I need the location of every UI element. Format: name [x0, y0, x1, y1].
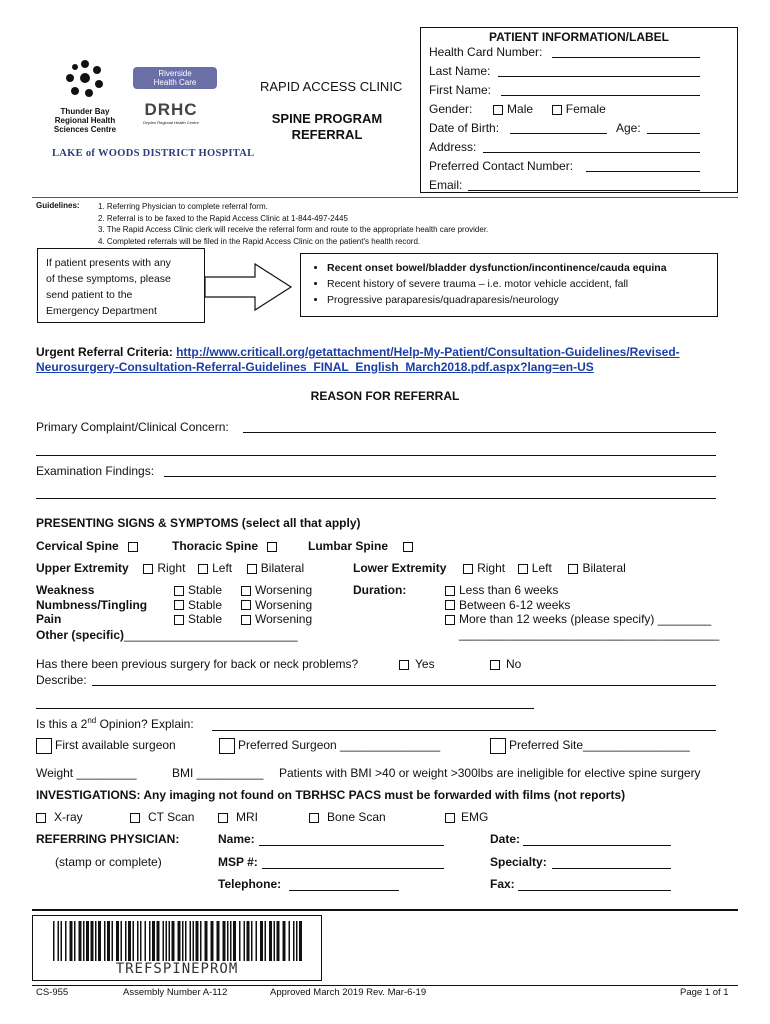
barcode-bar: [239, 921, 241, 961]
surgery-no-checkbox[interactable]: [490, 660, 500, 670]
primary-complaint-field-2[interactable]: [36, 455, 716, 456]
barcode-bar: [196, 921, 199, 961]
address-row: Address:: [429, 140, 477, 154]
symptom-worsening-column: Worsening Worsening Worsening: [241, 583, 312, 627]
barcode-bar: [163, 921, 165, 961]
barcode-bar: [149, 921, 151, 961]
barcode-bar: [86, 921, 89, 961]
ct-checkbox[interactable]: [130, 813, 140, 823]
contact-row: Preferred Contact Number:: [429, 159, 574, 173]
bone-scan-option: Bone Scan: [309, 810, 386, 824]
patient-info-box: [420, 27, 738, 193]
referring-physician-label: REFERRING PHYSICIAN:: [36, 832, 180, 846]
barcode-bar: [116, 921, 119, 961]
barcode-bar: [283, 921, 286, 961]
duration-6-12-checkbox[interactable]: [445, 600, 455, 610]
thunder-bay-name: Thunder Bay Regional Health Sciences Centre: [53, 107, 117, 134]
numbness-worsening-checkbox[interactable]: [241, 600, 251, 610]
first-available-option: First available surgeon: [36, 738, 176, 754]
preferred-site-checkbox[interactable]: [490, 738, 506, 754]
numbness-stable-checkbox[interactable]: [174, 600, 184, 610]
describe-field-2[interactable]: [36, 708, 534, 709]
duration-under-6-checkbox[interactable]: [445, 586, 455, 596]
ct-option: CT Scan: [130, 810, 194, 824]
preferred-surgeon-checkbox[interactable]: [219, 738, 235, 754]
footer-rule: [32, 985, 738, 986]
barcode-bar: [299, 921, 302, 961]
barcode-bar: [133, 921, 135, 961]
spine-row: Cervical Spine: [36, 539, 142, 553]
upper-right-checkbox[interactable]: [143, 564, 153, 574]
email-row: Email:: [429, 178, 463, 192]
primary-complaint-label: Primary Complaint/Clinical Concern:: [36, 420, 229, 434]
barcode-bar: [91, 921, 94, 961]
riverside-logo: Riverside Health Care: [133, 67, 217, 89]
page-title: SPINE PROGRAM REFERRAL: [271, 111, 383, 142]
approval-date: Approved March 2019 Rev. Mar-6-19: [270, 987, 427, 998]
barcode-bar: [65, 921, 67, 961]
form-number: CS-955: [36, 987, 69, 998]
guidelines-list: [98, 201, 488, 247]
barcode-bar: [223, 921, 226, 961]
surgery-yes: Yes: [399, 657, 435, 671]
guideline-item: 3. The Rapid Access Clinic clerk will receive the referral form and route to the appropriate health care provider.: [98, 225, 489, 234]
patient-info-title: PATIENT INFORMATION/LABEL: [489, 30, 669, 44]
bone-scan-checkbox[interactable]: [309, 813, 319, 823]
upper-bilateral-checkbox[interactable]: [247, 564, 257, 574]
date-field[interactable]: [523, 845, 671, 846]
weakness-stable-checkbox[interactable]: [174, 586, 184, 596]
emergency-symptoms-box: [300, 253, 718, 317]
preferred-site-option: Preferred Site________________: [490, 738, 690, 754]
first-available-checkbox[interactable]: [36, 738, 52, 754]
female-checkbox[interactable]: [552, 105, 562, 115]
age-label: Age:: [616, 121, 641, 135]
primary-complaint-field[interactable]: [243, 432, 716, 433]
barcode-bar: [233, 921, 236, 961]
barcode-bar: [79, 921, 82, 961]
reason-heading: REASON FOR REFERRAL: [310, 389, 460, 403]
barcode-bar: [265, 921, 267, 961]
barcode-bar: [193, 921, 195, 961]
barcode-bar: [157, 921, 160, 961]
barcode-bar: [247, 921, 250, 961]
barcode-bar: [277, 921, 280, 961]
barcode-bar: [205, 921, 208, 961]
barcode-bar: [293, 921, 295, 961]
fax-field[interactable]: [518, 890, 671, 891]
thoracic-checkbox[interactable]: [267, 542, 277, 552]
last-name-field[interactable]: [498, 76, 700, 77]
clinic-name: RAPID ACCESS CLINIC: [260, 79, 403, 94]
lake-woods-logo: LAKE of WOODS DISTRICT HOSPITAL: [52, 148, 255, 159]
emergency-symptom: • Progressive paraparesis/quadraparesis/neurology: [327, 292, 711, 308]
lower-right-checkbox[interactable]: [463, 564, 473, 574]
lumbar-checkbox[interactable]: [403, 542, 413, 552]
gender-row: Gender: Male Female: [429, 102, 606, 116]
barcode-bar: [107, 921, 110, 961]
barcode-bar: [269, 921, 272, 961]
barcode-bar: [227, 921, 229, 961]
email-field[interactable]: [468, 190, 700, 191]
barcode-bar: [169, 921, 171, 961]
barcode-bar: [230, 921, 232, 961]
symptoms-heading: PRESENTING SIGNS & SYMPTOMS (select all that apply): [36, 516, 361, 530]
barcode-bar: [58, 921, 60, 961]
mri-option: MRI: [218, 810, 258, 824]
barcode-bar: [104, 921, 106, 961]
thoracic-row: Thoracic Spine: [172, 539, 281, 553]
guideline-item: 4. Completed referrals will be filed in the Rapid Access Clinic on the patient's health record.: [98, 236, 421, 246]
bmi-field[interactable]: BMI __________: [172, 766, 264, 780]
emergency-symptom: • Recent onset bowel/bladder dysfunction/incontinence/cauda equina: [327, 260, 711, 276]
duration-over-12-checkbox[interactable]: [445, 615, 455, 625]
specialty-field[interactable]: [552, 868, 671, 869]
barcode-bar: [211, 921, 214, 961]
barcode-bar: [289, 921, 291, 961]
emg-option: EMG: [445, 810, 488, 824]
describe-field[interactable]: [92, 685, 716, 686]
age-field[interactable]: [647, 133, 700, 134]
xray-checkbox[interactable]: [36, 813, 46, 823]
barcode-bar: [190, 921, 192, 961]
other-specific-row: Other (specific)__________________________: [36, 628, 298, 642]
barcode-bar: [244, 921, 246, 961]
assembly-number: Assembly Number A-112: [123, 987, 228, 998]
drhc-logo: DRHC Dryden Regional Health Centre: [143, 100, 199, 125]
dob-row: Date of Birth:: [429, 121, 500, 135]
thunder-bay-star-icon: [65, 58, 105, 98]
surgery-no: No: [490, 657, 521, 671]
upper-extremity-row: Upper Extremity Right Left Bilateral: [36, 561, 305, 575]
barcode-bar: [200, 921, 202, 961]
date-label: Date:: [490, 832, 521, 846]
barcode-bar: [98, 921, 101, 961]
barcode-bar: [152, 921, 155, 961]
telephone-field[interactable]: [289, 890, 399, 891]
symptom-labels: Weakness Numbness/Tingling Pain: [36, 583, 148, 626]
urgent-criteria-label: Urgent Referral Criteria:: [36, 345, 173, 359]
barcode-bar: [125, 921, 127, 961]
fax-label: Fax:: [490, 877, 515, 891]
guideline-item: 1. Referring Physician to complete referral form.: [98, 202, 268, 211]
barcode-bar: [217, 921, 220, 961]
urgent-criteria-link[interactable]: http://www.criticall.org/getattachment/Help-My-Patient/Consultation-Guidelines/Revised- Neurosurgery-Consultation-Referral-Guidelines_FINAL_English_March2018.pdf.aspx?lang=en-US: [36, 345, 680, 374]
guideline-item: 2. Referral is to be faxed to the Rapid Access Clinic at 1-844-497-2445: [98, 213, 348, 223]
male-checkbox[interactable]: [493, 105, 503, 115]
surgery-yes-checkbox[interactable]: [399, 660, 409, 670]
health-card-field[interactable]: [552, 57, 700, 58]
pain-stable-checkbox[interactable]: [174, 615, 184, 625]
second-opinion-field[interactable]: [212, 730, 716, 731]
second-opinion-label: Is this a 2nd Opinion? Explain:: [36, 716, 194, 731]
address-field[interactable]: [483, 152, 700, 153]
symptom-stable-column: Stable Stable Stable: [174, 583, 222, 627]
header-divider: [32, 197, 738, 198]
bmi-eligibility-note: Patients with BMI >40 or weight >300lbs are ineligible for elective spine surgery: [279, 766, 701, 780]
duration-label: Duration:: [353, 583, 407, 597]
barcode-bar: [182, 921, 184, 961]
guidelines-label: Guidelines:: [36, 201, 80, 210]
specialty-label: Specialty:: [490, 855, 547, 869]
barcode-bar: [274, 921, 276, 961]
page-number: Page 1 of 1: [680, 987, 729, 998]
barcode-bar: [140, 921, 142, 961]
preferred-surgeon-option: Preferred Surgeon _______________: [219, 738, 440, 754]
previous-surgery-row: Has there been previous surgery for back or neck problems?: [36, 657, 359, 671]
lower-bilateral-checkbox[interactable]: [568, 564, 578, 574]
exam-findings-label: Examination Findings:: [36, 464, 155, 478]
msp-label: MSP #:: [218, 855, 258, 869]
telephone-label: Telephone:: [218, 877, 282, 891]
cervical-checkbox[interactable]: [128, 542, 138, 552]
duration-options: Less than 6 weeks Between 6-12 weeks More than 12 weeks (please specify) ________ _______________________________________: [445, 583, 719, 641]
weakness-worsening-checkbox[interactable]: [241, 586, 251, 596]
barcode-text: TREFSPINEPROM: [115, 961, 239, 977]
last-name-row: Last Name:: [429, 64, 491, 78]
describe-label: Describe:: [36, 673, 87, 687]
weight-field[interactable]: Weight _________: [36, 766, 137, 780]
barcode-bar: [121, 921, 123, 961]
right-arrow-icon: [205, 262, 295, 312]
footer-divider: [32, 909, 738, 911]
physician-name-field[interactable]: [259, 845, 444, 846]
barcode-bar: [137, 921, 139, 961]
pain-worsening-checkbox[interactable]: [241, 615, 251, 625]
stamp-note: (stamp or complete): [55, 855, 162, 869]
barcode-bar: [53, 921, 55, 961]
barcode-bar: [260, 921, 263, 961]
barcode-bar: [178, 921, 181, 961]
barcode-bar: [185, 921, 187, 961]
barcode-bar: [83, 921, 85, 961]
lumbar-row: Lumbar Spine: [308, 539, 417, 553]
first-name-field[interactable]: [501, 95, 700, 96]
investigations-heading: INVESTIGATIONS: Any imaging not found on TBRHSC PACS must be forwarded with films (not reports): [36, 788, 626, 802]
emg-checkbox[interactable]: [445, 813, 455, 823]
barcode-bar: [128, 921, 131, 961]
barcode: [53, 921, 303, 961]
barcode-bar: [166, 921, 168, 961]
barcode-bar: [61, 921, 63, 961]
barcode-bar: [145, 921, 147, 961]
thunder-bay-logo: [46, 58, 124, 134]
barcode-box: [32, 915, 322, 981]
exam-findings-field-2[interactable]: [36, 498, 716, 499]
barcode-bar: [251, 921, 253, 961]
upper-left-checkbox[interactable]: [198, 564, 208, 574]
first-name-row: First Name:: [429, 83, 492, 97]
lower-left-checkbox[interactable]: [518, 564, 528, 574]
contact-field[interactable]: [586, 171, 700, 172]
physician-name-label: Name:: [218, 832, 255, 846]
barcode-bar: [112, 921, 114, 961]
health-card-row: Health Card Number:: [429, 45, 543, 59]
lower-extremity-row: Lower Extremity Right Left Bilateral: [353, 561, 626, 575]
barcode-bar: [70, 921, 73, 961]
exam-findings-field[interactable]: [164, 476, 716, 477]
barcode-bar: [74, 921, 76, 961]
mri-checkbox[interactable]: [218, 813, 228, 823]
emergency-symptom: • Recent history of severe trauma – i.e. motor vehicle accident, fall: [327, 276, 711, 292]
barcode-bar: [95, 921, 97, 961]
barcode-bar: [256, 921, 258, 961]
dob-field[interactable]: [510, 133, 607, 134]
barcode-bar: [172, 921, 175, 961]
urgent-criteria: [36, 345, 680, 374]
xray-option: X-ray: [36, 810, 83, 824]
barcode-bar: [296, 921, 298, 961]
emergency-note-box: If patient presents with any of these symptoms, please send patient to the Emergency Department: [37, 248, 205, 323]
msp-field[interactable]: [262, 868, 444, 869]
